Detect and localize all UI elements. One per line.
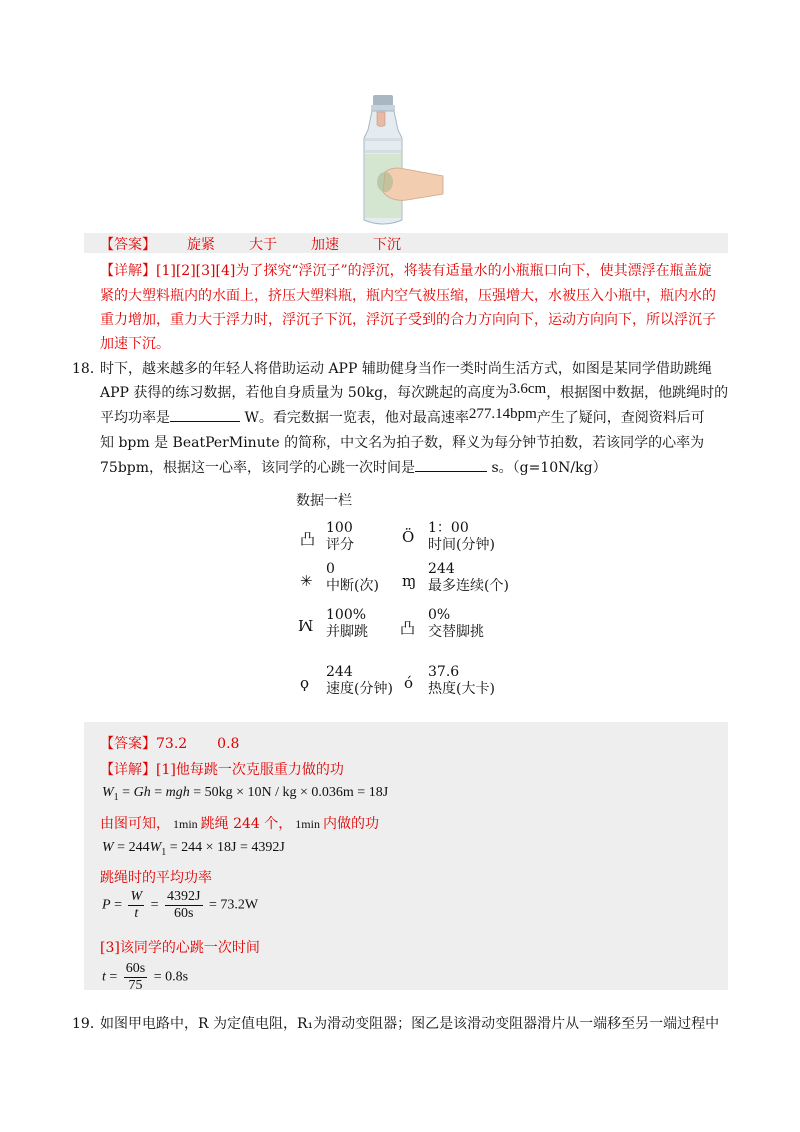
- detail-17-line-4: 加速下沉。: [100, 336, 170, 352]
- answer-blank-power[interactable]: [170, 421, 240, 422]
- power-fraction-1-den: t: [134, 906, 139, 921]
- equation-work-per-jump: $W_1 = Gh$ = mgh = 50kg × 10N / kg × 0.036m = 18J: [102, 785, 389, 803]
- calorie-label: 热度(大卡): [428, 681, 495, 697]
- question-18-line-2: [100, 382, 728, 402]
- alternate-foot-icon: 凸: [400, 619, 416, 637]
- equation-total-work-value: = 244 × 18J = 4392J: [169, 840, 285, 855]
- speed-label: 速度(分钟): [326, 681, 393, 697]
- double-foot-label: 并脚跳: [326, 624, 368, 640]
- equation-power: P = $\frac{W}{t}$ = $\frac{4392J}{60s}$ = 73.2W: [102, 889, 259, 921]
- detail-17-line-1: [100, 260, 712, 280]
- answer-17-label: 【答案】: [100, 237, 156, 253]
- answer-18-label: 【答案】: [100, 736, 156, 752]
- question-18-text-3b: W。看完数据一览表，他对最高速率: [240, 410, 469, 426]
- alternate-foot-cell: [428, 607, 484, 641]
- jump-height-value: 3.6cm: [509, 381, 547, 397]
- interrupt-cell: [326, 561, 379, 595]
- answer-17-item-2: 大于: [249, 237, 277, 253]
- alternate-foot-label: 交替脚挑: [428, 624, 484, 640]
- answer-17-item-3: 加速: [311, 237, 339, 253]
- detail-17-line-3: 重力增加，重力大于浮力时，浮沉子下沉，浮沉子受到的合力方向向下，运动方向向下，所以浮沉子: [100, 312, 716, 328]
- heartbeat-fraction-num: 60s: [125, 961, 146, 976]
- interrupt-value: 0: [326, 561, 335, 577]
- time-label: 时间(分钟): [428, 537, 495, 553]
- question-18-text-5b: s。（g=10N/kg）: [487, 460, 607, 476]
- calorie-icon: ó: [404, 674, 414, 692]
- calorie-value: 37.6: [428, 664, 460, 680]
- question-18-text-5a: 75bpm，根据这一心率，该同学的心跳一次时间是: [100, 460, 416, 476]
- time-unit-2: 1min: [295, 817, 320, 831]
- answer-17-item-4: 下沉: [373, 237, 401, 253]
- question-18-line-5: [100, 457, 607, 477]
- question-18-text-2c: ，根据图中数据，他跳绳时的: [546, 385, 729, 401]
- streak-cell: [428, 561, 509, 595]
- question-18-line-1: 时下，越来越多的年轻人将借助运动 APP 辅助健身当作一类时尚生活方式，如图是某同学借助跳绳: [100, 361, 712, 377]
- power-fraction-2-num: 4392J: [167, 889, 201, 904]
- heartbeat-fraction: [124, 961, 147, 994]
- answer-18-value-1: 73.2: [156, 736, 188, 752]
- question-18-line-3: [100, 407, 705, 427]
- equation-work-per-jump-value: = 50kg × 10N / kg × 0.036m = 18J: [193, 785, 389, 800]
- power-fraction-2-den: 60s: [174, 906, 194, 921]
- score-value: 100: [326, 520, 353, 536]
- detail-18-step-1-text: [1]他每跳一次克服重力做的功: [156, 762, 344, 778]
- equation-total-work: $W = 244W_1 = 244 \times 18J = 4392J$: [102, 840, 285, 858]
- question-18-text-2a: APP 获得的练习数据，若他自身质量为 50kg，每次跳起的高度为: [100, 385, 510, 401]
- calorie-cell: [428, 664, 495, 698]
- streak-value: 244: [428, 561, 455, 577]
- speed-icon: ϙ: [300, 674, 310, 692]
- answer-17-band: [84, 233, 728, 253]
- timer-icon: Ö: [402, 528, 415, 546]
- power-fraction-1-num: W: [130, 889, 143, 904]
- bottle-illustration: [355, 92, 450, 230]
- detail-18-text-3: 跳绳时的平均功率: [100, 870, 212, 886]
- question-18-text-3a: 平均功率是: [100, 410, 170, 426]
- equation-heartbeat: t = $\frac{60s}{75}$ = 0.8s: [102, 961, 189, 993]
- detail-18-step-1: [100, 759, 344, 779]
- double-foot-value: 100%: [326, 607, 367, 623]
- streak-label: 最多连续(个): [428, 578, 509, 594]
- time-value: 1：00: [428, 520, 469, 536]
- alternate-foot-value: 0%: [428, 607, 451, 623]
- detail-18-step-3: [3]该同学的心跳一次时间: [100, 940, 260, 956]
- data-table-title: 数据一栏: [296, 493, 352, 509]
- detail-18-text-2c: 跳绳 244 个，: [200, 816, 293, 832]
- interrupt-label: 中断(次): [326, 578, 379, 594]
- score-icon: 凸: [300, 530, 316, 548]
- power-fraction-2: [165, 889, 202, 922]
- speed-value: 244: [326, 664, 353, 680]
- time-cell: [428, 520, 495, 554]
- speed-cell: [326, 664, 393, 698]
- double-foot-icon: ꟽ: [298, 617, 314, 635]
- heartbeat-result: = 0.8s: [153, 969, 189, 985]
- power-result: = 73.2W: [209, 897, 259, 913]
- detail-17-line-2: 紧的大塑料瓶内的水面上，挤压大塑料瓶，瓶内空气被压缩，压强增大，水被压入小瓶中，瓶内水的: [100, 288, 716, 304]
- time-unit-1: 1min: [173, 817, 198, 831]
- answer-17-item-1: 旋紧: [187, 237, 215, 253]
- detail-17-text-1: [1][2][3][4]为了探究“浮沉子”的浮沉，将装有适量水的小瓶瓶口向下，使其漂浮在瓶盖旋: [156, 263, 712, 279]
- answer-18-line: [100, 733, 239, 753]
- detail-17-label: 【详解】: [100, 263, 156, 279]
- question-18-number: 18．: [72, 361, 104, 377]
- detail-18-text-2a: 由图可知，: [100, 816, 170, 832]
- question-19-text: 如图甲电路中，R 为定值电阻，R₁为滑动变阻器；图乙是该滑动变阻器滑片从一端移至另一端过程中: [100, 1016, 720, 1032]
- question-18-text-3d: 产生了疑问，查阅资料后可: [536, 410, 705, 426]
- score-cell: [326, 520, 354, 554]
- detail-18-text-2: [100, 813, 379, 833]
- streak-icon: ɱ: [402, 572, 417, 590]
- double-foot-cell: [326, 607, 368, 641]
- score-label: 评分: [326, 537, 354, 553]
- question-19-number: 19．: [72, 1016, 104, 1032]
- detail-18-text-2e: 内做的功: [322, 816, 379, 832]
- answer-18-value-2: 0.8: [217, 736, 240, 752]
- heartbeat-fraction-den: 75: [128, 978, 143, 993]
- interrupt-icon: ✳: [300, 572, 313, 590]
- answer-blank-time[interactable]: [415, 471, 487, 472]
- question-18-line-4: 知 bpm 是 BeatPerMinute 的简称，中文名为拍子数，释义为每分钟节拍数，若该同学的心率为: [100, 435, 705, 451]
- power-fraction-1: [128, 889, 144, 922]
- detail-18-label: 【详解】: [100, 762, 156, 778]
- max-rate-value: 277.14bpm: [468, 406, 537, 422]
